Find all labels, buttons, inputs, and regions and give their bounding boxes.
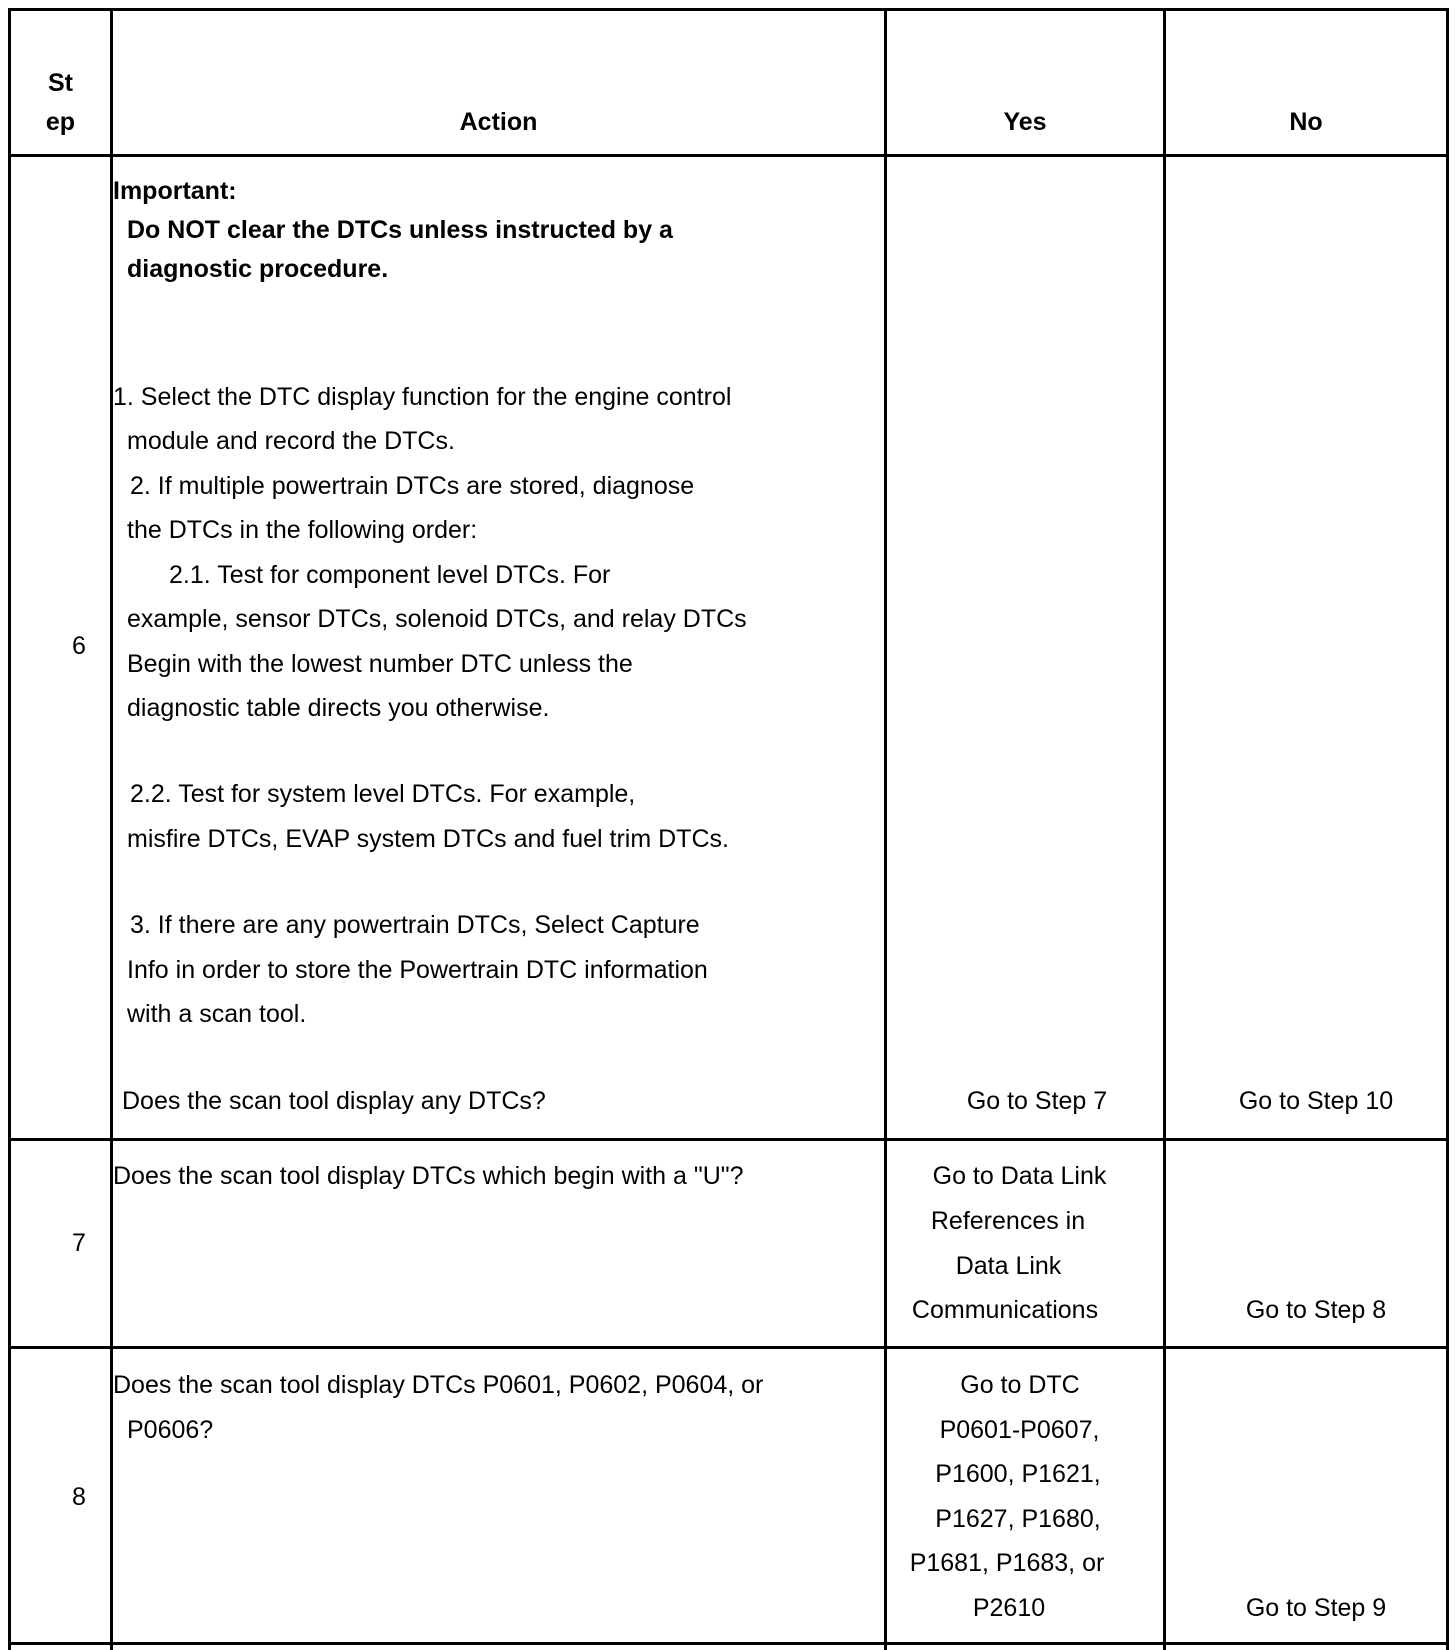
table-border-right: [1446, 8, 1449, 1650]
action-line: module and record the DTCs.: [127, 427, 455, 455]
header-step-line1: St: [48, 69, 73, 97]
action-line: with a scan tool.: [127, 1000, 307, 1028]
header-step-line2: ep: [45, 108, 76, 136]
no-result: Go to Step 10: [1238, 1087, 1394, 1115]
important-note-line: diagnostic procedure.: [127, 255, 389, 283]
action-line: 2.2. Test for system level DTCs. For example,: [130, 780, 636, 808]
header-no: No: [1289, 108, 1323, 136]
yes-result: Go to Data Link: [932, 1162, 1107, 1190]
header-yes: Yes: [1003, 108, 1047, 136]
header-divider: [8, 154, 1449, 157]
yes-result: P2610: [972, 1594, 1046, 1622]
no-result: Go to Step 9: [1245, 1594, 1387, 1622]
yes-result: Communications: [911, 1296, 1099, 1324]
yes-result: References in: [930, 1207, 1086, 1235]
action-line: Info in order to store the Powertrain DTC information: [127, 956, 708, 984]
no-result: Go to Step 8: [1245, 1296, 1387, 1324]
table-border-left: [8, 8, 11, 1650]
yes-result: Go to DTC: [960, 1371, 1080, 1399]
action-line: diagnostic table directs you otherwise.: [127, 694, 550, 722]
table-border-bottom: [8, 1642, 1449, 1645]
action-line: 2.1. Test for component level DTCs. For: [169, 561, 611, 589]
step-number: 8: [72, 1483, 86, 1511]
action-line: 2. If multiple powertrain DTCs are stored, diagnose: [130, 472, 695, 500]
step-number: 7: [72, 1229, 86, 1257]
yes-result: P1681, P1683, or: [909, 1549, 1105, 1577]
yes-result: P1627, P1680,: [935, 1505, 1101, 1533]
action-line: 3. If there are any powertrain DTCs, Select Capture: [130, 911, 700, 939]
yes-result: Data Link: [955, 1252, 1062, 1280]
row-divider-7-8: [8, 1346, 1449, 1349]
step-number: 6: [72, 632, 86, 660]
yes-result: P0601-P0607,: [939, 1416, 1100, 1444]
yes-result: Go to Step 7: [966, 1087, 1108, 1115]
action-line: misfire DTCs, EVAP system DTCs and fuel trim DTCs.: [127, 825, 729, 853]
action-question: Does the scan tool display DTCs which begin with a "U"?: [113, 1162, 744, 1190]
action-question: Does the scan tool display any DTCs?: [122, 1087, 546, 1115]
action-line: the DTCs in the following order:: [127, 516, 478, 544]
header-action: Action: [459, 108, 538, 136]
important-note-line: Do NOT clear the DTCs unless instructed by a: [127, 216, 673, 244]
action-line: Begin with the lowest number DTC unless the: [127, 650, 633, 678]
action-line: 1. Select the DTC display function for the engine control: [113, 383, 732, 411]
action-question: Does the scan tool display DTCs P0601, P0602, P0604, or: [113, 1371, 764, 1399]
row-divider-6-7: [8, 1138, 1449, 1141]
action-line: example, sensor DTCs, solenoid DTCs, and relay DTCs: [127, 605, 747, 633]
important-label: Important:: [113, 177, 237, 205]
table-border-top: [8, 8, 1449, 11]
action-question: P0606?: [127, 1416, 214, 1444]
yes-result: P1600, P1621,: [935, 1460, 1101, 1488]
column-divider-no: [1163, 8, 1166, 1650]
